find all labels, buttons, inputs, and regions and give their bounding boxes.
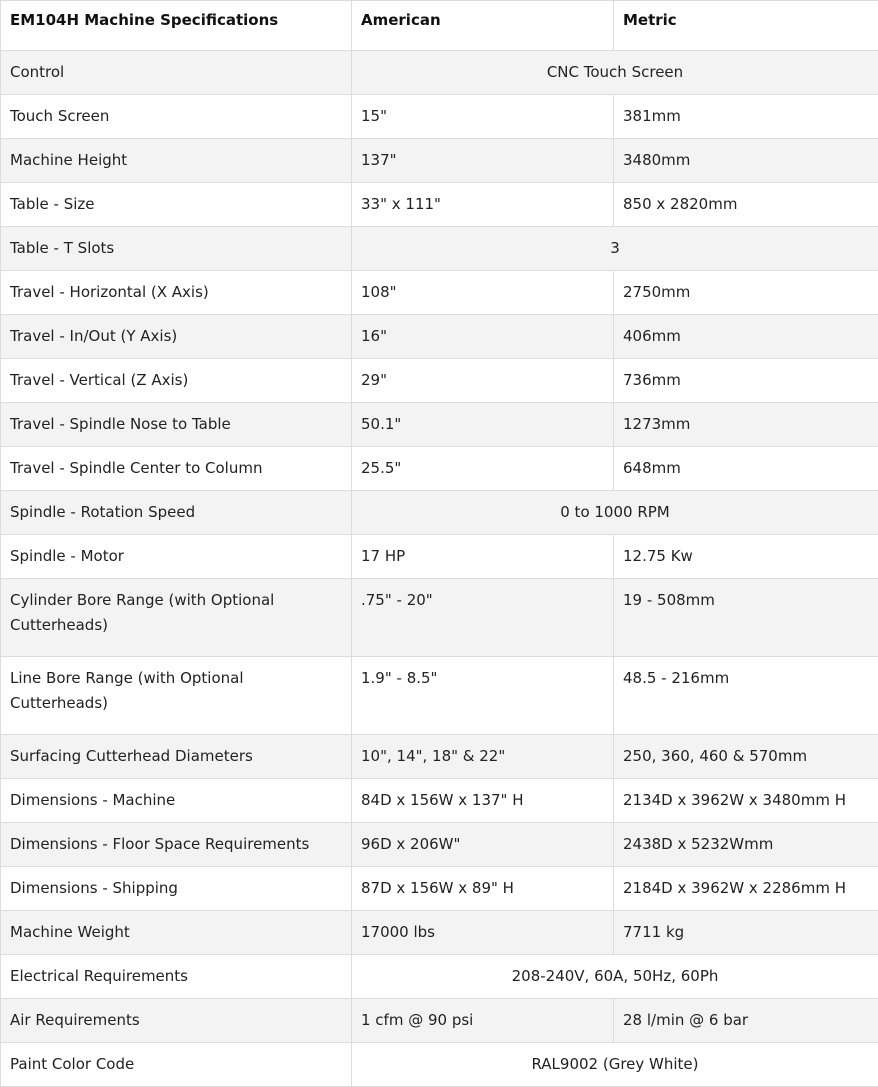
spec-label: Spindle - Motor	[1, 535, 352, 579]
table-row	[1, 955, 878, 999]
spec-value-metric: 3480mm	[614, 139, 878, 183]
table-row	[1, 271, 878, 315]
spec-label: Paint Color Code	[1, 1043, 352, 1087]
spec-value-shared: 0 to 1000 RPM	[352, 491, 878, 535]
spec-label: Table - T Slots	[1, 227, 352, 271]
table-row	[1, 315, 878, 359]
table-row	[1, 403, 878, 447]
spec-label: Travel - Spindle Nose to Table	[1, 403, 352, 447]
spec-value-metric: 250, 360, 460 & 570mm	[614, 735, 878, 779]
spec-label: Surfacing Cutterhead Diameters	[1, 735, 352, 779]
spec-value-american: 1 cfm @ 90 psi	[352, 999, 614, 1043]
spec-value-metric: 736mm	[614, 359, 878, 403]
spec-value-american: 137"	[352, 139, 614, 183]
spec-label: Travel - Horizontal (X Axis)	[1, 271, 352, 315]
table-row	[1, 359, 878, 403]
spec-value-metric: 406mm	[614, 315, 878, 359]
spec-value-american: 108"	[352, 271, 614, 315]
header-metric: Metric	[614, 1, 878, 51]
spec-value-shared: 3	[352, 227, 878, 271]
spec-label: Dimensions - Machine	[1, 779, 352, 823]
spec-label: Machine Height	[1, 139, 352, 183]
spec-value-american: 16"	[352, 315, 614, 359]
spec-value-metric: 7711 kg	[614, 911, 878, 955]
spec-value-american: 33" x 111"	[352, 183, 614, 227]
table-row	[1, 911, 878, 955]
spec-value-american: 17 HP	[352, 535, 614, 579]
spec-value-american: 15"	[352, 95, 614, 139]
table-body	[1, 51, 878, 1087]
table-row	[1, 823, 878, 867]
spec-value-american: 87D x 156W x 89" H	[352, 867, 614, 911]
table-row	[1, 735, 878, 779]
spec-value-shared: 208-240V, 60A, 50Hz, 60Ph	[352, 955, 878, 999]
table-row	[1, 867, 878, 911]
spec-value-metric: 648mm	[614, 447, 878, 491]
spec-label: Air Requirements	[1, 999, 352, 1043]
spec-label: Touch Screen	[1, 95, 352, 139]
spec-label: Spindle - Rotation Speed	[1, 491, 352, 535]
spec-label: Dimensions - Shipping	[1, 867, 352, 911]
table-row	[1, 579, 878, 657]
table-row	[1, 51, 878, 95]
spec-value-metric: 1273mm	[614, 403, 878, 447]
table-row	[1, 779, 878, 823]
spec-value-metric: 850 x 2820mm	[614, 183, 878, 227]
spec-label: Machine Weight	[1, 911, 352, 955]
spec-label: Line Bore Range (with Optional Cutterheads)	[1, 657, 352, 735]
spec-value-american: 25.5"	[352, 447, 614, 491]
spec-value-metric: 12.75 Kw	[614, 535, 878, 579]
spec-label: Control	[1, 51, 352, 95]
spec-value-american: .75" - 20"	[352, 579, 614, 657]
spec-value-american: 84D x 156W x 137" H	[352, 779, 614, 823]
spec-value-metric: 381mm	[614, 95, 878, 139]
spec-value-shared: RAL9002 (Grey White)	[352, 1043, 878, 1087]
spec-value-american: 50.1"	[352, 403, 614, 447]
table-row	[1, 447, 878, 491]
spec-value-american: 1.9" - 8.5"	[352, 657, 614, 735]
table-row	[1, 1043, 878, 1087]
spec-label: Travel - Spindle Center to Column	[1, 447, 352, 491]
table-row	[1, 95, 878, 139]
table-row	[1, 657, 878, 735]
spec-label: Electrical Requirements	[1, 955, 352, 999]
spec-value-shared: CNC Touch Screen	[352, 51, 878, 95]
spec-value-american: 29"	[352, 359, 614, 403]
spec-value-metric: 28 l/min @ 6 bar	[614, 999, 878, 1043]
spec-value-metric: 2184D x 3962W x 2286mm H	[614, 867, 878, 911]
table-row	[1, 139, 878, 183]
header-american: American	[352, 1, 614, 51]
spec-value-metric: 2438D x 5232Wmm	[614, 823, 878, 867]
spec-label: Cylinder Bore Range (with Optional Cutterheads)	[1, 579, 352, 657]
table-row	[1, 183, 878, 227]
table-row	[1, 227, 878, 271]
header-specification: EM104H Machine Specifications	[1, 1, 352, 51]
spec-value-american: 96D x 206W"	[352, 823, 614, 867]
spec-label: Travel - Vertical (Z Axis)	[1, 359, 352, 403]
table-row	[1, 491, 878, 535]
spec-label: Travel - In/Out (Y Axis)	[1, 315, 352, 359]
spec-value-american: 17000 lbs	[352, 911, 614, 955]
header-row	[1, 1, 878, 51]
table-header	[1, 1, 878, 51]
spec-value-metric: 2750mm	[614, 271, 878, 315]
spec-value-metric: 2134D x 3962W x 3480mm H	[614, 779, 878, 823]
table-row	[1, 535, 878, 579]
spec-value-metric: 48.5 - 216mm	[614, 657, 878, 735]
spec-value-metric: 19 - 508mm	[614, 579, 878, 657]
table-row	[1, 999, 878, 1043]
spec-value-american: 10", 14", 18" & 22"	[352, 735, 614, 779]
spec-label: Table - Size	[1, 183, 352, 227]
spec-label: Dimensions - Floor Space Requirements	[1, 823, 352, 867]
